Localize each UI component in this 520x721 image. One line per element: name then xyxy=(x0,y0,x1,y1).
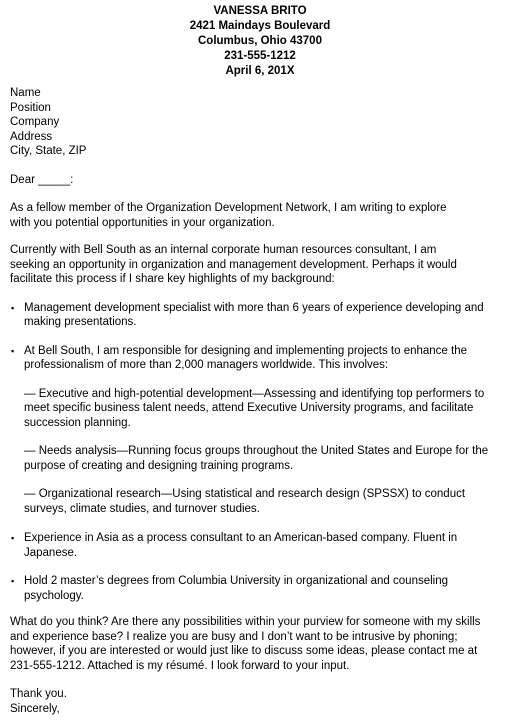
sub-line: purpose of creating and designing training programs. xyxy=(24,459,294,472)
bullet-item xyxy=(10,301,510,330)
sub-line: — Executive and high-potential development—Assessing and identifying top performers to xyxy=(24,387,485,400)
sub-line: succession planning. xyxy=(24,416,131,429)
bullet-icon: ▪ xyxy=(11,302,15,313)
signoff-block xyxy=(10,687,510,716)
background-line: seeking an opportunity in organization and management development. Perhaps it would xyxy=(10,258,457,271)
sender-phone: 231-555-1212 xyxy=(224,50,296,62)
intro-paragraph xyxy=(10,201,510,230)
bullet-line: Japanese. xyxy=(24,546,78,559)
bullet-icon: ▪ xyxy=(11,533,15,543)
recipient-position: Position xyxy=(10,101,51,114)
bullet-item xyxy=(10,344,510,373)
bullet-line: Management development specialist with more than 6 years of experience developing and xyxy=(24,301,484,314)
letter-header xyxy=(10,4,510,79)
bullet-item xyxy=(10,531,510,560)
sub-line: — Needs analysis—Running focus groups throughout the United States and Europe for the xyxy=(24,445,489,457)
recipient-address: Address xyxy=(10,130,53,143)
thank-you: Thank you. xyxy=(10,688,67,700)
recipient-company: Company xyxy=(10,116,60,128)
bullet-line: making presentations. xyxy=(24,316,137,328)
closing-line: What do you think? Are there any possibilities within your purview for someone with my skills xyxy=(10,616,481,628)
bullet-line: psychology. xyxy=(24,589,84,602)
sender-street: 2421 Maindays Boulevard xyxy=(189,20,331,32)
background-line: facilitate this process if I share key highlights of my background: xyxy=(10,273,335,285)
sincerely: Sincerely, xyxy=(10,702,60,715)
letter-page xyxy=(10,4,510,716)
sub-line: — Organizational research—Using statistical and research design (SPSSX) to conduct xyxy=(24,488,466,500)
sub-line: surveys, climate studies, and turnover studies. xyxy=(24,502,260,515)
sender-city: Columbus, Ohio 43700 xyxy=(198,35,322,47)
letter-date: April 6, 201X xyxy=(225,65,295,77)
bullet-item xyxy=(10,574,510,603)
bullet-icon: ▪ xyxy=(11,345,15,356)
bullet-line: Experience in Asia as a process consultant to an American-based company. Fluent in xyxy=(24,532,458,544)
sub-item-needs-analysis xyxy=(10,444,510,473)
salutation: Dear _____: xyxy=(10,173,74,186)
recipient-city-state-zip: City, State, ZIP xyxy=(10,145,87,157)
intro-line: As a fellow member of the Organization Development Network, I am writing to explore xyxy=(10,202,447,214)
closing-paragraph xyxy=(10,615,510,673)
recipient-block xyxy=(10,86,510,159)
sub-item-executive xyxy=(10,387,510,431)
sub-item-research xyxy=(10,487,510,516)
closing-line: however, if you are interested or would just like to discuss some ideas, please contact me at xyxy=(10,645,478,657)
closing-line: and experience base? I realize you are busy and I don’t want to be intrusive by phoning; xyxy=(10,630,458,643)
bullet-line: Hold 2 master’s degrees from Columbia University in organizational and counseling xyxy=(24,575,449,587)
bullet-line: professionalism of more than 2,000 managers worldwide. This involves: xyxy=(24,359,389,371)
recipient-name: Name xyxy=(10,87,41,99)
background-line: Currently with Bell South as an internal corporate human resources consultant, I am xyxy=(10,244,437,256)
bullet-line: At Bell South, I am responsible for designing and implementing projects to enhance the xyxy=(24,344,468,357)
closing-line: 231-555-1212. Attached is my résumé. I look forward to your input. xyxy=(10,659,350,672)
sender-name: VANESSA BRITO xyxy=(213,5,307,17)
bullet-icon: ▪ xyxy=(11,576,15,586)
intro-line: with you potential opportunities in your organization. xyxy=(10,216,275,229)
background-paragraph xyxy=(10,243,510,287)
sub-line: meet specific business talent needs, attend Executive University programs, and facilitate xyxy=(24,402,474,414)
